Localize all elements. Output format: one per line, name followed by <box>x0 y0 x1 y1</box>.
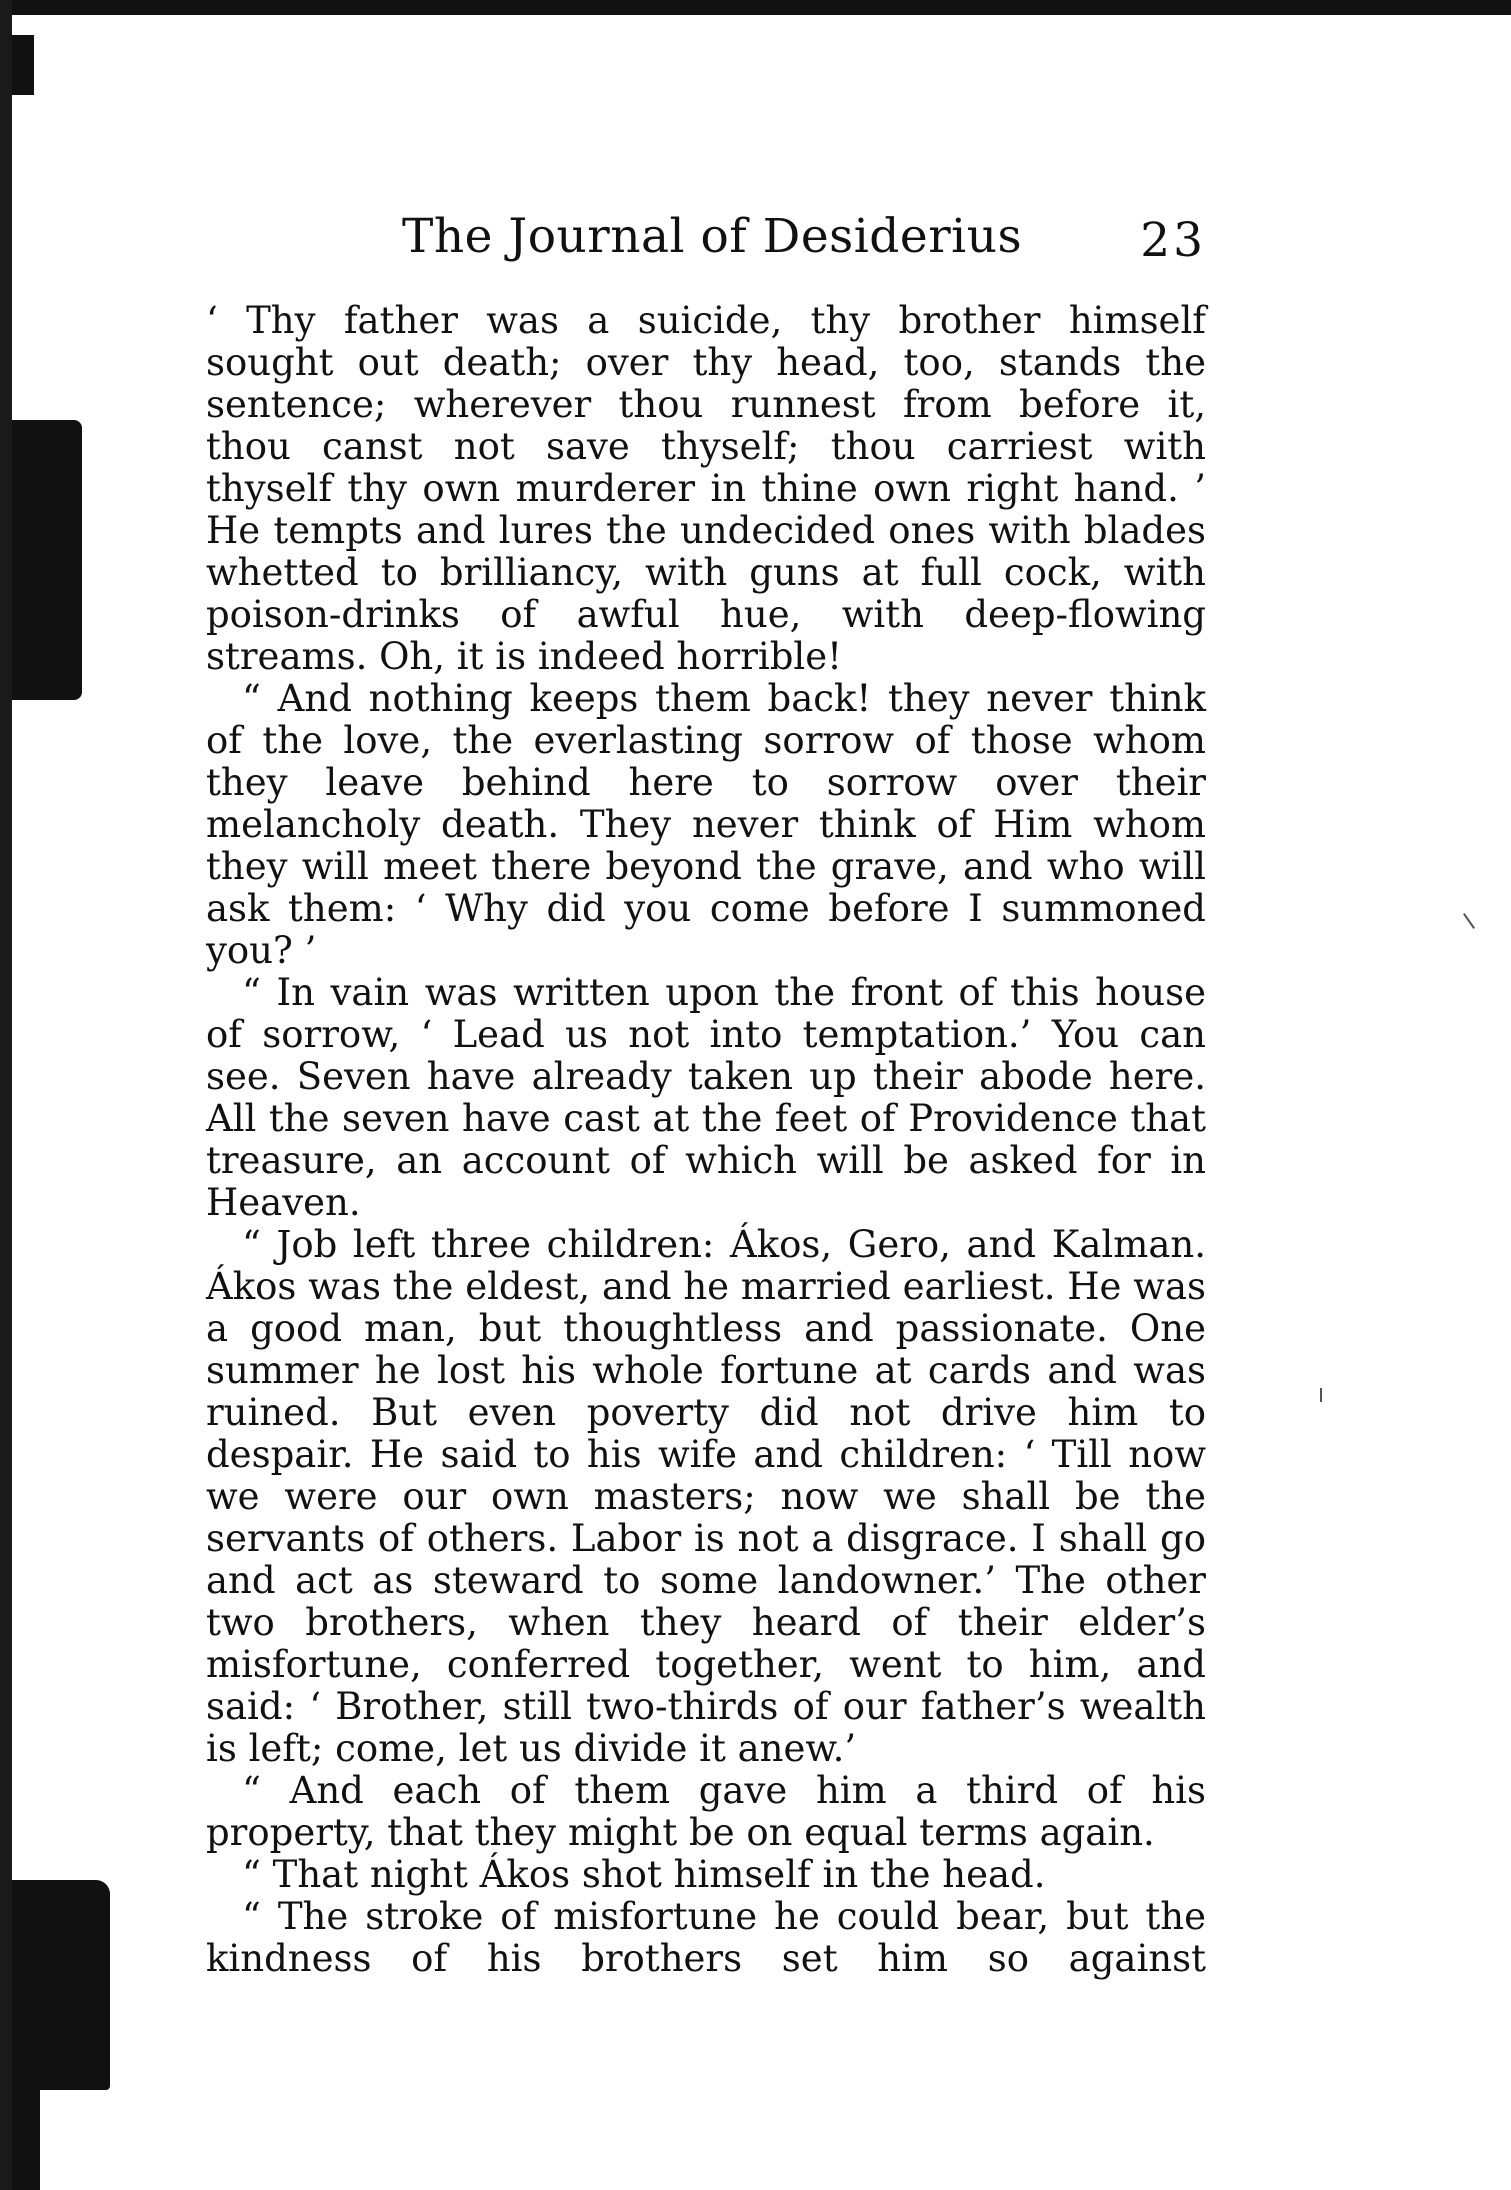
binding-shadow <box>12 1880 110 2090</box>
scan-left-edge <box>0 0 12 2190</box>
binding-shadow <box>12 420 82 700</box>
paragraph: ‘ Thy father was a suicide, thy brother himself sought out death; over thy head, too, stands the sentence; wherever thou runnest from before it, thou canst not save thyself; thou carriest with thyself thy own murderer in thine own right hand. ’ He tempts and lures the undecided ones with blades whetted to brilliancy, with guns at full cock, with poison-drinks of awful hue, with deep-flowing streams. Oh, it is indeed horrible! <box>206 299 1206 678</box>
paragraph: “ In vain was written upon the front of this house of sorrow, ‘ Lead us not into temptation.’ You can see. Seven have already taken up their abode here. All the seven have cast at the feet of Providence that treasure, an account of which will be asked for in Heaven. <box>206 971 1206 1224</box>
paragraph: “ The stroke of misfortune he could bear, but the kindness of his brothers set him so against <box>206 1895 1206 1980</box>
page-number: 23 <box>1140 213 1206 268</box>
scan-speck <box>1320 1388 1322 1402</box>
scan-speck <box>1463 913 1475 929</box>
binding-shadow <box>12 35 34 95</box>
paragraph: “ And each of them gave him a third of his property, that they might be on equal terms again. <box>206 1769 1206 1854</box>
paragraph: “ That night Ákos shot himself in the head. <box>242 1853 1046 1896</box>
scan-top-edge <box>0 0 1511 15</box>
paragraph: “ And nothing keeps them back! they never think of the love, the everlasting sorrow of those whom they leave behind here to sorrow over their melancholy death. They never think of Him whom they will meet there beyond the grave, and who will ask them: ‘ Why did you come before I summoned you? ’ <box>206 677 1206 972</box>
binding-shadow <box>12 2090 40 2190</box>
paragraph: “ Job left three children: Ákos, Gero, and Kalman. Ákos was the eldest, and he married earliest. He was a good man, but thoughtless and passionate. One summer he lost his whole fortune at cards and was ruined. But even poverty did not drive him to despair. He said to his wife and children: ‘ Till now we were our own masters; now we shall be the servants of others. Labor is not a disgrace. I shall go and act as steward to some landowner.’ The other two brothers, when they heard of their elder’s misfortune, conferred together, went to him, and said: ‘ Brother, still two-thirds of our father’s wealth is left; come, let us divide it anew.’ <box>206 1223 1206 1770</box>
body-text <box>206 300 1206 1980</box>
book-page <box>206 195 1206 1980</box>
page-header <box>206 195 1206 285</box>
running-title: The Journal of Desiderius <box>402 209 1023 264</box>
